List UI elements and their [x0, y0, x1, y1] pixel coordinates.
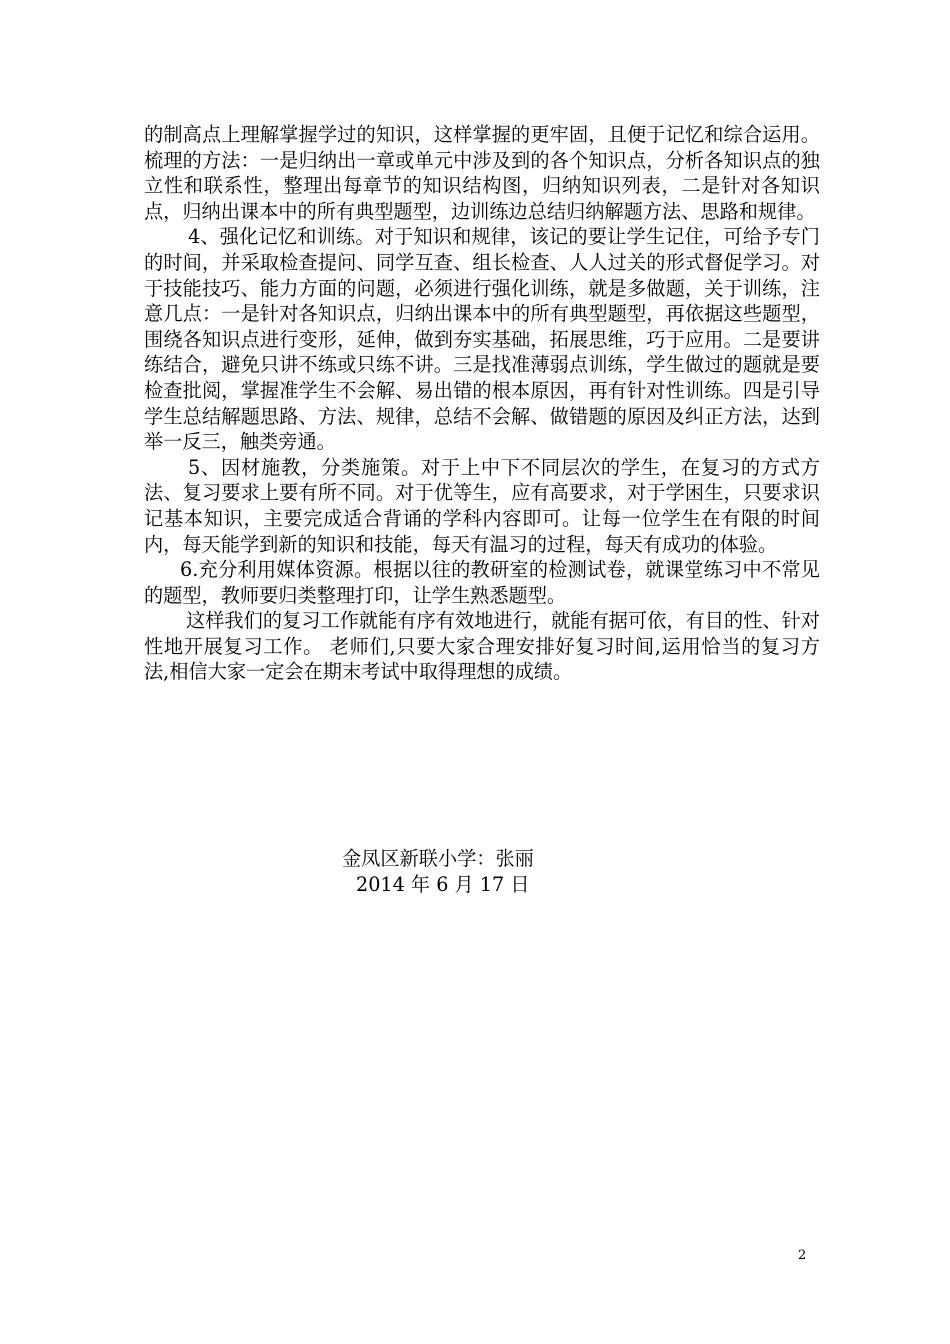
- paragraph-point-4: 4、强化记忆和训练。对于知识和规律，该记的要让学生记住，可给予专门的时间，并采取检查提问、同学互查、组长检查、人人过关的形式督促学习。对于技能技巧、能力方面的问题，必须进行强化训练，就是多做题，关于训练，注意几点：一是针对各知识点，归纳出课本中的所有典型题型，再依据这些题型，围绕各知识点进行变形，延伸，做到夯实基础，拓展思维，巧于应用。二是要讲练结合，避免只讲不练或只练不讲。三是找准薄弱点训练，学生做过的题就是要检查批阅，掌握准学生不会解、易出错的根本原因，再有针对性训练。四是引导学生总结解题思路、方法、规律，总结不会解、做错题的原因及纠正方法，达到举一反三，触类旁通。: [144, 225, 820, 454]
- signature-block: [342, 846, 534, 898]
- document-body: [144, 122, 820, 685]
- signature-author: 金凤区新联小学：张丽: [342, 847, 534, 870]
- paragraph-point-5: 5、因材施教，分类施策。对于上中下不同层次的学生，在复习的方式方法、复习要求上要有所不同。对于优等生，应有高要求，对于学困生，只要求识记基本知识，主要完成适合背诵的学科内容即可。让每一位学生在有限的时间内，每天能学到新的知识和技能，每天有温习的过程，每天有成功的体验。: [144, 455, 820, 556]
- paragraph-conclusion: 这样我们的复习工作就能有序有效地进行，就能有据可依，有目的性、针对性地开展复习工作。 老师们,只要大家合理安排好复习时间,运用恰当的复习方法,相信大家一定会在期末考试中取得理想的成绩。: [144, 609, 820, 684]
- page-number: 2: [798, 1248, 807, 1263]
- paragraph-point-6: 6.充分利用媒体资源。根据以往的教研室的检测试卷，就课堂练习中不常见的题型，教师要归类整理打印，让学生熟悉题型。: [144, 558, 820, 607]
- paragraph-continuation: 的制高点上理解掌握学过的知识，这样掌握的更牢固，且便于记忆和综合运用。梳理的方法：一是归纳出一章或单元中涉及到的各个知识点，分析各知识点的独立性和联系性，整理出每章节的知识结构图，归纳知识列表，二是针对各知识点，归纳出课本中的所有典型题型，边训练边总结归纳解题方法、思路和规律。: [144, 123, 820, 223]
- signature-date: 2014 年 6 月 17 日: [356, 873, 530, 896]
